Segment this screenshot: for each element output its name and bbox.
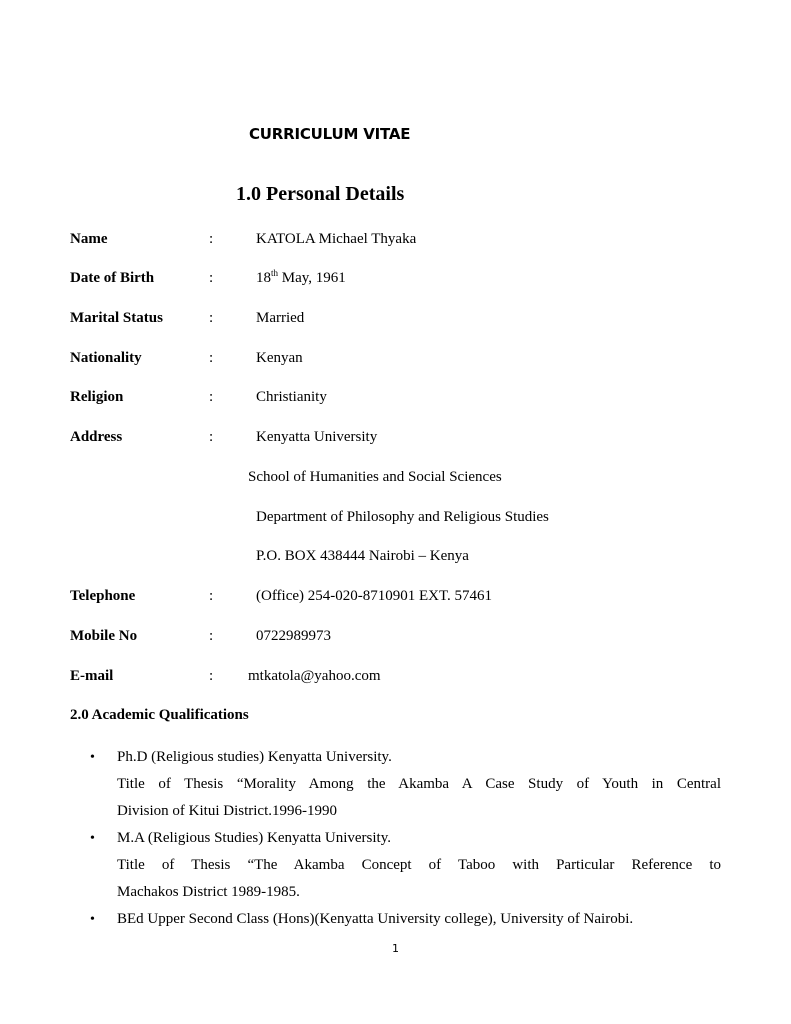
email-label: E-mail: [70, 668, 114, 684]
email-value: mtkatola@yahoo.com: [248, 668, 381, 684]
separator-colon: :: [209, 270, 214, 286]
birth-day-suffix: th: [271, 268, 279, 278]
separator-colon: :: [209, 310, 214, 326]
detail-row-address-line-3: [0, 507, 791, 527]
detail-row-name: [0, 229, 791, 249]
birth-month-year: May, 1961: [278, 270, 346, 286]
academic-qualifications-heading: 2.0 Academic Qualifications: [70, 707, 249, 723]
nationality-value: Kenyan: [256, 350, 303, 366]
list-item: [0, 825, 721, 906]
qualification-thesis: [117, 852, 721, 906]
name-label: Name: [70, 231, 108, 247]
birth-day: 18: [256, 270, 271, 286]
name-value: KATOLA Michael Thyaka: [256, 231, 417, 247]
page-number: 1: [392, 942, 399, 955]
document-title: CURRICULUM VITAE: [249, 125, 411, 143]
detail-row-email: [0, 666, 791, 686]
thesis-line-1: Title of Thesis “Morality Among the Akamba A Case Study of Youth in Central: [117, 776, 721, 792]
thesis-line-2: Division of Kitui District.1996-1990: [117, 803, 337, 819]
separator-colon: :: [209, 429, 214, 445]
thesis-line-1: Title of Thesis “The Akamba Concept of Taboo with Particular Reference to: [117, 857, 721, 873]
address-line-1: Kenyatta University: [256, 429, 378, 445]
bullet-icon: •: [90, 750, 95, 765]
separator-colon: :: [209, 588, 214, 604]
qualification-thesis: [117, 771, 721, 825]
detail-row-address-line-2: [0, 467, 791, 487]
separator-colon: :: [209, 231, 214, 247]
bullet-icon: •: [90, 831, 95, 846]
qualifications-list: [0, 744, 791, 933]
separator-colon: :: [209, 628, 214, 644]
separator-colon: :: [209, 389, 214, 405]
personal-details-heading: 1.0 Personal Details: [236, 183, 405, 205]
marital-status-value: Married: [256, 310, 305, 326]
qualification-degree: Ph.D (Religious studies) Kenyatta University.: [117, 749, 392, 765]
separator-colon: :: [209, 350, 214, 366]
detail-row-address: [0, 427, 791, 447]
detail-row-marital-status: [0, 308, 791, 328]
qualification-degree: BEd Upper Second Class (Hons)(Kenyatta University college), University of Nairobi.: [117, 911, 634, 927]
marital-status-label: Marital Status: [70, 310, 163, 326]
list-item: [0, 744, 721, 825]
detail-row-address-line-4: [0, 546, 791, 566]
qualification-degree: M.A (Religious Studies) Kenyatta University.: [117, 830, 391, 846]
detail-row-religion: [0, 387, 791, 407]
address-line-2: School of Humanities and Social Sciences: [248, 469, 502, 485]
date-of-birth-value: [256, 268, 346, 288]
mobile-label: Mobile No: [70, 628, 138, 644]
list-item: [0, 906, 721, 933]
telephone-label: Telephone: [70, 588, 136, 604]
address-line-3: Department of Philosophy and Religious Studies: [256, 509, 549, 525]
address-line-4: P.O. BOX 438444 Nairobi – Kenya: [256, 548, 469, 564]
religion-label: Religion: [70, 389, 124, 405]
telephone-value: (Office) 254-020-8710901 EXT. 57461: [256, 588, 493, 604]
separator-colon: :: [209, 668, 214, 684]
detail-row-mobile: [0, 626, 791, 646]
address-label: Address: [70, 429, 123, 445]
bullet-icon: •: [90, 912, 95, 927]
detail-row-nationality: [0, 348, 791, 368]
religion-value: Christianity: [256, 389, 327, 405]
nationality-label: Nationality: [70, 350, 142, 366]
date-of-birth-label: Date of Birth: [70, 270, 155, 286]
detail-row-date-of-birth: [0, 268, 791, 288]
thesis-line-2: Machakos District 1989-1985.: [117, 884, 300, 900]
detail-row-telephone: [0, 586, 791, 606]
mobile-value: 0722989973: [256, 628, 331, 644]
